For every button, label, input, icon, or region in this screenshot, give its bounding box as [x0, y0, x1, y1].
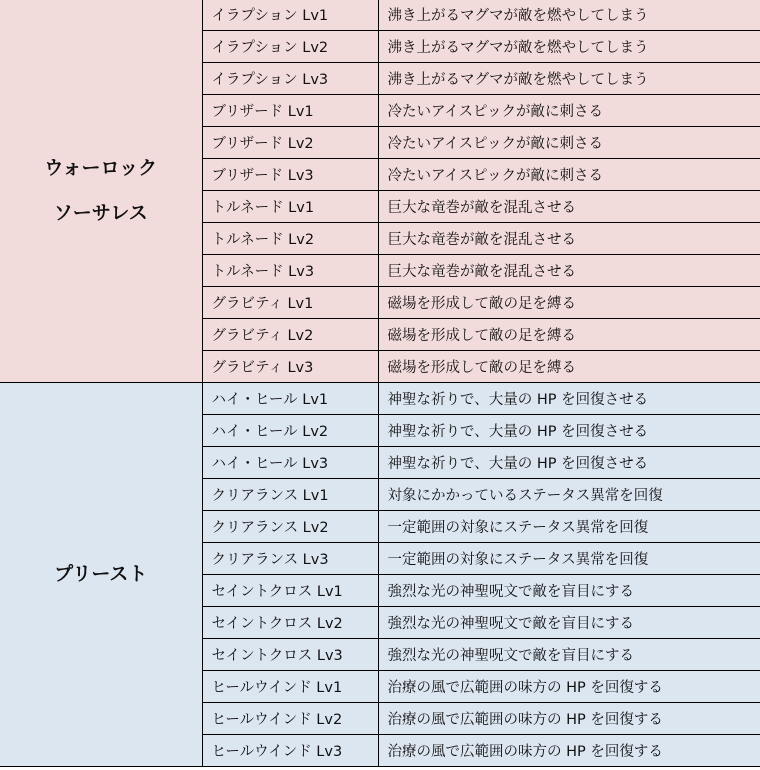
- skill-name-cell: ヒールウインド Lv2: [202, 703, 378, 735]
- skill-name-cell: グラビティ Lv1: [202, 287, 378, 319]
- skill-name-cell: ブリザード Lv2: [202, 127, 378, 159]
- skill-name-cell: クリアランス Lv2: [202, 511, 378, 543]
- skill-description-cell: 磁場を形成して敵の足を縛る: [378, 287, 760, 319]
- skill-description-cell: 一定範囲の対象にステータス異常を回復: [378, 543, 760, 575]
- class-name-cell: [0, 0, 202, 383]
- skill-description-cell: 巨大な竜巻が敵を混乱させる: [378, 223, 760, 255]
- skill-name-cell: ハイ・ヒール Lv3: [202, 447, 378, 479]
- skill-name-cell: イラプション Lv3: [202, 63, 378, 95]
- skill-name-cell: トルネード Lv3: [202, 255, 378, 287]
- table-row: [0, 383, 760, 415]
- skill-name-cell: ブリザード Lv3: [202, 159, 378, 191]
- skill-description-cell: 一定範囲の対象にステータス異常を回復: [378, 511, 760, 543]
- skill-description-cell: 巨大な竜巻が敵を混乱させる: [378, 191, 760, 223]
- skill-description-cell: 神聖な祈りで、大量の HP を回復させる: [378, 415, 760, 447]
- skill-description-cell: 磁場を形成して敵の足を縛る: [378, 351, 760, 383]
- skill-name-cell: ハイ・ヒール Lv2: [202, 415, 378, 447]
- skill-name-cell: グラビティ Lv2: [202, 319, 378, 351]
- skill-name-cell: クリアランス Lv3: [202, 543, 378, 575]
- skill-name-cell: トルネード Lv1: [202, 191, 378, 223]
- skill-description-cell: 沸き上がるマグマが敵を燃やしてしまう: [378, 0, 760, 31]
- skill-name-cell: セイントクロス Lv2: [202, 607, 378, 639]
- skill-description-cell: 磁場を形成して敵の足を縛る: [378, 319, 760, 351]
- class-name: ウォーロック: [44, 157, 158, 180]
- skill-description-cell: 治療の風で広範囲の味方の HP を回復する: [378, 671, 760, 703]
- skill-description-cell: 神聖な祈りで、大量の HP を回復させる: [378, 447, 760, 479]
- skill-description-cell: 神聖な祈りで、大量の HP を回復させる: [378, 383, 760, 415]
- class-name: ソーサレス: [53, 201, 148, 224]
- skill-name-cell: ヒールウインド Lv1: [202, 671, 378, 703]
- skill-description-cell: 冷たいアイスピックが敵に刺さる: [378, 127, 760, 159]
- skill-name-cell: グラビティ Lv3: [202, 351, 378, 383]
- skill-name-cell: セイントクロス Lv1: [202, 575, 378, 607]
- skill-description-cell: 巨大な竜巻が敵を混乱させる: [378, 255, 760, 287]
- skill-description-cell: 冷たいアイスピックが敵に刺さる: [378, 159, 760, 191]
- skill-description-cell: 強烈な光の神聖呪文で敵を盲目にする: [378, 639, 760, 671]
- skill-name-cell: トルネード Lv2: [202, 223, 378, 255]
- skill-name-cell: ハイ・ヒール Lv1: [202, 383, 378, 415]
- skill-name-cell: ブリザード Lv1: [202, 95, 378, 127]
- skill-description-cell: 対象にかかっているステータス異常を回復: [378, 479, 760, 511]
- skill-description-cell: 沸き上がるマグマが敵を燃やしてしまう: [378, 31, 760, 63]
- class-name: プリースト: [54, 563, 148, 586]
- skill-name-cell: セイントクロス Lv3: [202, 639, 378, 671]
- skill-description-cell: 治療の風で広範囲の味方の HP を回復する: [378, 703, 760, 735]
- skill-description-cell: 沸き上がるマグマが敵を燃やしてしまう: [378, 63, 760, 95]
- skill-name-cell: イラプション Lv2: [202, 31, 378, 63]
- skill-description-cell: 強烈な光の神聖呪文で敵を盲目にする: [378, 607, 760, 639]
- class-name-cell: [0, 383, 202, 767]
- skill-name-cell: クリアランス Lv1: [202, 479, 378, 511]
- skill-name-cell: ヒールウインド Lv3: [202, 735, 378, 767]
- skill-name-cell: イラプション Lv1: [202, 0, 378, 31]
- skill-description-cell: 治療の風で広範囲の味方の HP を回復する: [378, 735, 760, 767]
- skill-description-cell: 強烈な光の神聖呪文で敵を盲目にする: [378, 575, 760, 607]
- skill-description-cell: 冷たいアイスピックが敵に刺さる: [378, 95, 760, 127]
- table-row: [0, 0, 760, 31]
